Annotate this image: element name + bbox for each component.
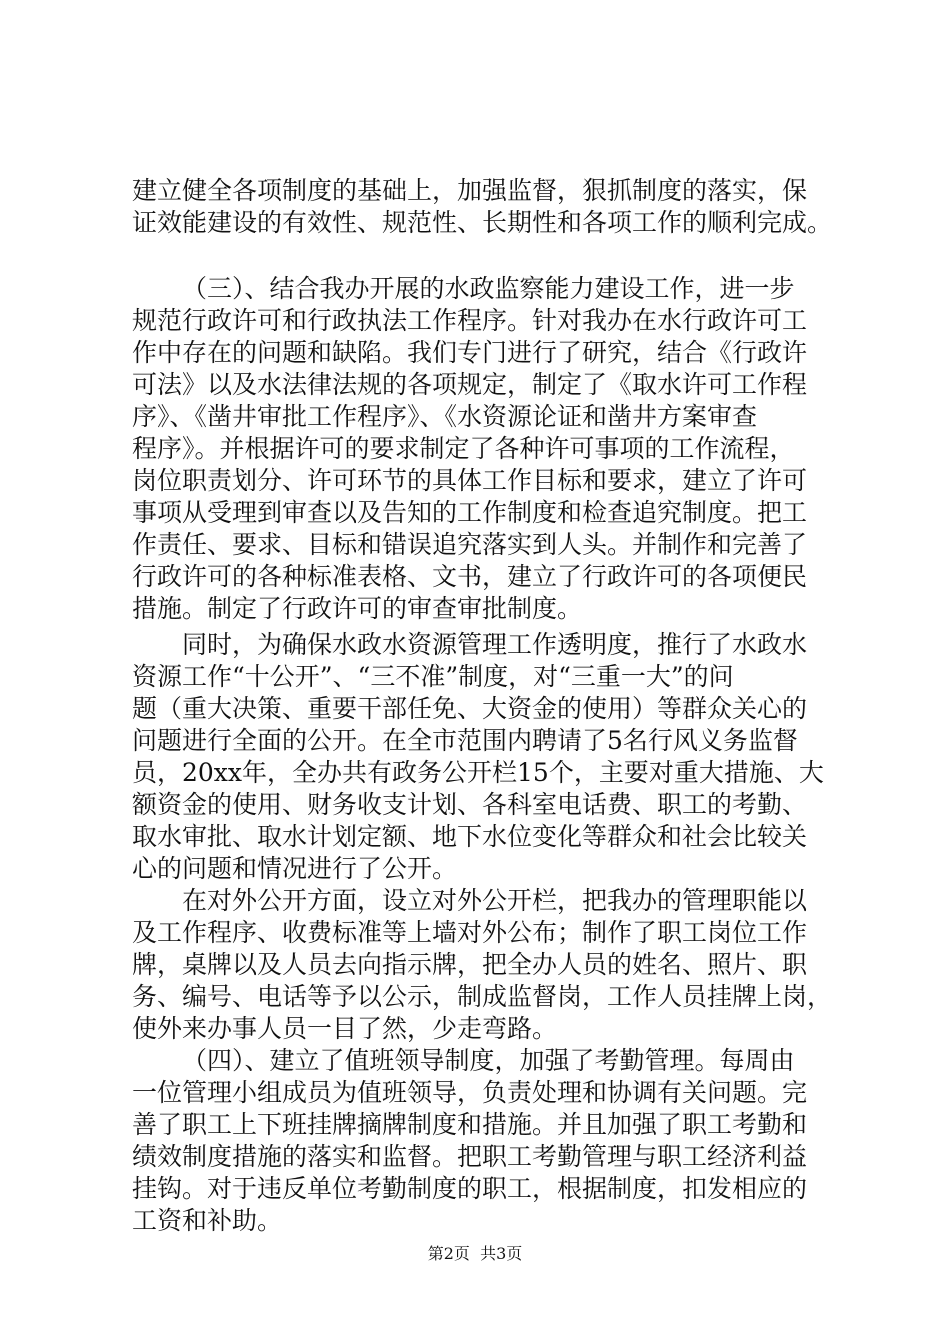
text-line: 员，20xx年，全办共有政务公开栏15个，主要对重大措施、大 [132, 758, 824, 787]
text-line: 务、编号、电话等予以公示，制成监督岗，工作人员挂牌上岗， [132, 982, 833, 1011]
text-line: 及工作程序、收费标准等上墙对外公布；制作了职工岗位工作 [132, 918, 808, 947]
text-line: 序》、《凿井审批工作程序》、《水资源论证和凿井方案审查 [132, 402, 758, 431]
text-line: 在对外公开方面，设立对外公开栏，把我办的管理职能以 [182, 886, 808, 915]
text-line: 善了职工上下班挂牌摘牌制度和措施。并且加强了职工考勤和 [132, 1110, 808, 1139]
text-line: 措施。制定了行政许可的审查审批制度。 [132, 594, 583, 623]
text-line: 规范行政许可和行政执法工作程序。针对我办在水行政许可工 [132, 306, 808, 335]
text-line: 程序》。并根据许可的要求制定了各种许可事项的工作流程， [132, 434, 795, 463]
text-line: 取水审批、取水计划定额、地下水位变化等群众和社会比较关 [132, 822, 808, 851]
text-line: 行政许可的各种标准表格、文书，建立了行政许可的各项便民 [132, 562, 808, 591]
text-line: （三）、结合我办开展的水政监察能力建设工作，进一步 [182, 274, 795, 303]
text-line: 心的问题和情况进行了公开。 [132, 854, 458, 883]
text-line: 建立健全各项制度的基础上，加强监督，狠抓制度的落实，保 [132, 176, 808, 205]
text-line: 牌，桌牌以及人员去向指示牌，把全办人员的姓名、照片、职 [132, 950, 808, 979]
text-line: 作责任、要求、目标和错误追究落实到人头。并制作和完善了 [132, 530, 808, 559]
text-line: 额资金的使用、财务收支计划、各科室电话费、职工的考勤、 [132, 790, 808, 819]
text-line: 使外来办事人员一目了然，少走弯路。 [132, 1014, 558, 1043]
text-line: 题（重大决策、重要干部任免、大资金的使用）等群众关心的 [132, 694, 808, 723]
text-line: 问题进行全面的公开。在全市范围内聘请了5名行风义务监督 [132, 726, 798, 755]
text-line: 挂钩。对于违反单位考勤制度的职工，根据制度，扣发相应的 [132, 1174, 808, 1203]
text-line: 可法》以及水法律法规的各项规定，制定了《取水许可工作程 [132, 370, 808, 399]
text-line: 作中存在的问题和缺陷。我们专门进行了研究，结合《行政许 [132, 338, 808, 367]
text-line: 同时，为确保水政水资源管理工作透明度，推行了水政水 [182, 630, 808, 659]
text-line: 事项从受理到审查以及告知的工作制度和检查追究制度。把工 [132, 498, 808, 527]
text-line: （四）、建立了值班领导制度，加强了考勤管理。每周由 [182, 1046, 795, 1075]
page-number-footer: 第2页 共3页 [427, 1244, 523, 1263]
text-line: 工资和补助。 [132, 1206, 283, 1235]
text-line: 一位管理小组成员为值班领导，负责处理和协调有关问题。完 [132, 1078, 808, 1107]
text-line: 岗位职责划分、许可环节的具体工作目标和要求，建立了许可 [132, 466, 808, 495]
text-line: 绩效制度措施的落实和监督。把职工考勤管理与职工经济利益 [132, 1142, 808, 1171]
text-line: 资源工作“十公开”、“三不准”制度，对“三重一大”的问 [132, 662, 734, 691]
text-line: 证效能建设的有效性、规范性、长期性和各项工作的顺利完成。 [132, 208, 833, 237]
